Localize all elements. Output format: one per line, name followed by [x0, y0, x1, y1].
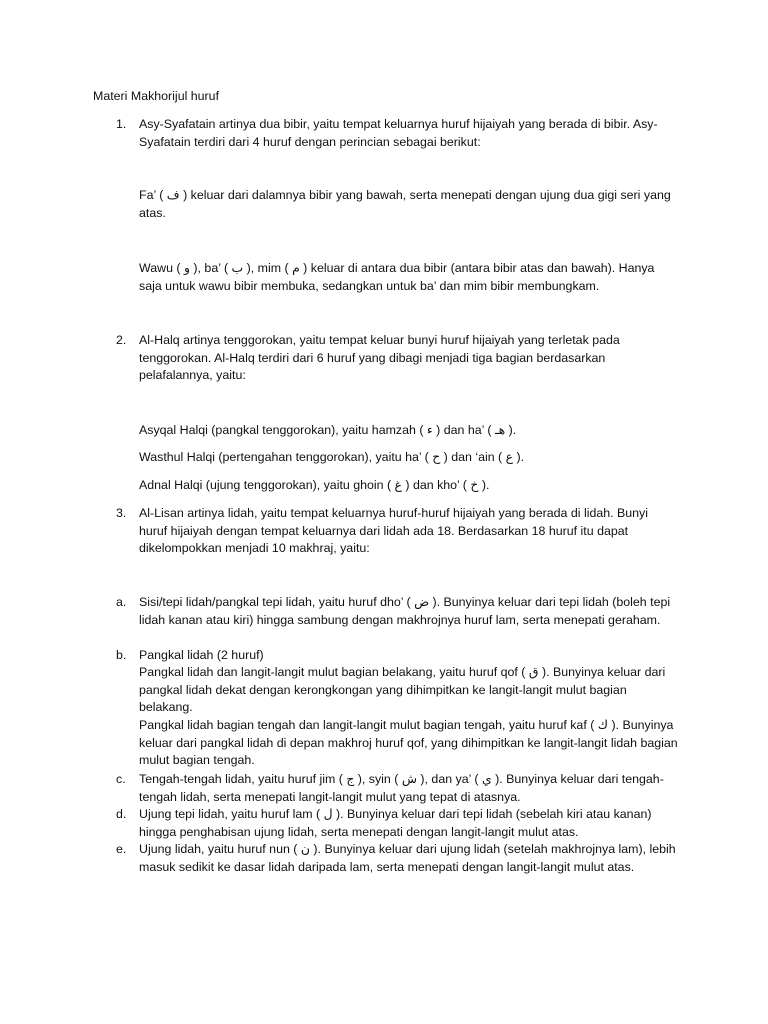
list-number-2: 2.	[116, 333, 127, 347]
list-item-d: Ujung tepi lidah, yaitu huruf lam ( ل ). Bunyinya keluar dari tepi lidah (sebelah kiri atau kanan) hingga penghabisan ujung lidah, serta menepati dengan langit-langit mulut atas.	[139, 807, 652, 839]
list-number-3: 3.	[116, 506, 127, 520]
list-label-c: c.	[116, 772, 126, 786]
list-number-1: 1.	[116, 117, 127, 131]
list-item-b-sub-qof: Pangkal lidah dan langit-langit mulut bagian belakang, yaitu huruf qof ( ق ). Bunyinya keluar dari pangkal lidah dekat dengan kerongkongan yang dihimpitkan ke langit-langit mulut bagian belakang.	[139, 665, 666, 714]
section-2-intro: Al-Halq artinya tenggorokan, yaitu tempat keluar bunyi huruf hijaiyah yang terletak pada tenggorokan. Al-Halq terdiri dari 6 huruf yang dibagi menjadi tiga bagian berdasarkan pelafalannya, yaitu:	[139, 333, 620, 382]
section-1-paragraph-fa: Fa’ ( ف ) keluar dari dalamnya bibir yang bawah, serta menepati dengan ujung dua gigi seri yang atas.	[139, 188, 671, 220]
page-title: Materi Makhorijul huruf	[93, 89, 220, 103]
list-label-b: b.	[116, 648, 127, 662]
list-item-b-sub-kaf: Pangkal lidah bagian tengah dan langit-langit mulut bagian tengah, yaitu huruf kaf ( ك ). Bunyinya keluar dari pangkal lidah di depan makhroj huruf qof, yang dihimpitkan ke langit-langit lidah bagian mulut bagian tengah.	[139, 718, 678, 767]
section-1-intro: Asy-Syafatain artinya dua bibir, yaitu tempat keluarnya huruf hijaiyah yang berada di bibir. Asy-Syafatain terdiri dari 4 huruf dengan perincian sebagai berikut:	[139, 117, 658, 149]
section-3-intro: Al-Lisan artinya lidah, yaitu tempat keluarnya huruf-huruf hijaiyah yang berada di lidah. Bunyi huruf hijaiyah dengan tempat keluarnya dari lidah ada 18. Berdasarkan 18 huruf itu dapat dikelompokkan menjadi 10 makhraj, yaitu:	[139, 506, 649, 555]
section-1-paragraph-wawu: Wawu ( و ), ba’ ( ب ), mim ( م ) keluar di antara dua bibir (antara bibir atas dan bawah). Hanya saja untuk wawu bibir membuka, sedangkan untuk ba’ dan mim bibir membungkam.	[139, 261, 655, 293]
section-2-paragraph-asyqal: Asyqal Halqi (pangkal tenggorokan), yaitu hamzah ( ء ) dan ha’ ( هـ ).	[139, 423, 517, 437]
list-label-d: d.	[116, 807, 127, 821]
list-label-e: e.	[116, 842, 127, 856]
list-item-e: Ujung lidah, yaitu huruf nun ( ن ). Bunyinya keluar dari ujung lidah (setelah makhrojnya lam), lebih masuk sedikit ke dasar lidah daripada lam, serta menepati dengan langit-langit mulut atas.	[139, 842, 676, 874]
section-2-paragraph-adnal: Adnal Halqi (ujung tenggorokan), yaitu ghoin ( غ ) dan kho’ ( خ ).	[139, 478, 490, 492]
list-item-b: Pangkal lidah (2 huruf)	[139, 648, 264, 662]
list-item-a: Sisi/tepi lidah/pangkal tepi lidah, yaitu huruf dho’ ( ض ). Bunyinya keluar dari tepi lidah (boleh tepi lidah kanan atau kiri) hingga sambung dengan makhrojnya huruf lam, serta menepati geraham.	[139, 595, 671, 627]
list-item-c: Tengah-tengah lidah, yaitu huruf jim ( ج ), syin ( ش ), dan ya’ ( ي ). Bunyinya keluar dari tengah-tengah lidah, serta menepati langit-langit mulut yang tepat di atasnya.	[139, 772, 664, 804]
list-label-a: a.	[116, 595, 127, 609]
section-2-paragraph-wasthul: Wasthul Halqi (pertengahan tenggorokan), yaitu ha’ ( ح ) dan ‘ain ( ع ).	[139, 450, 525, 464]
